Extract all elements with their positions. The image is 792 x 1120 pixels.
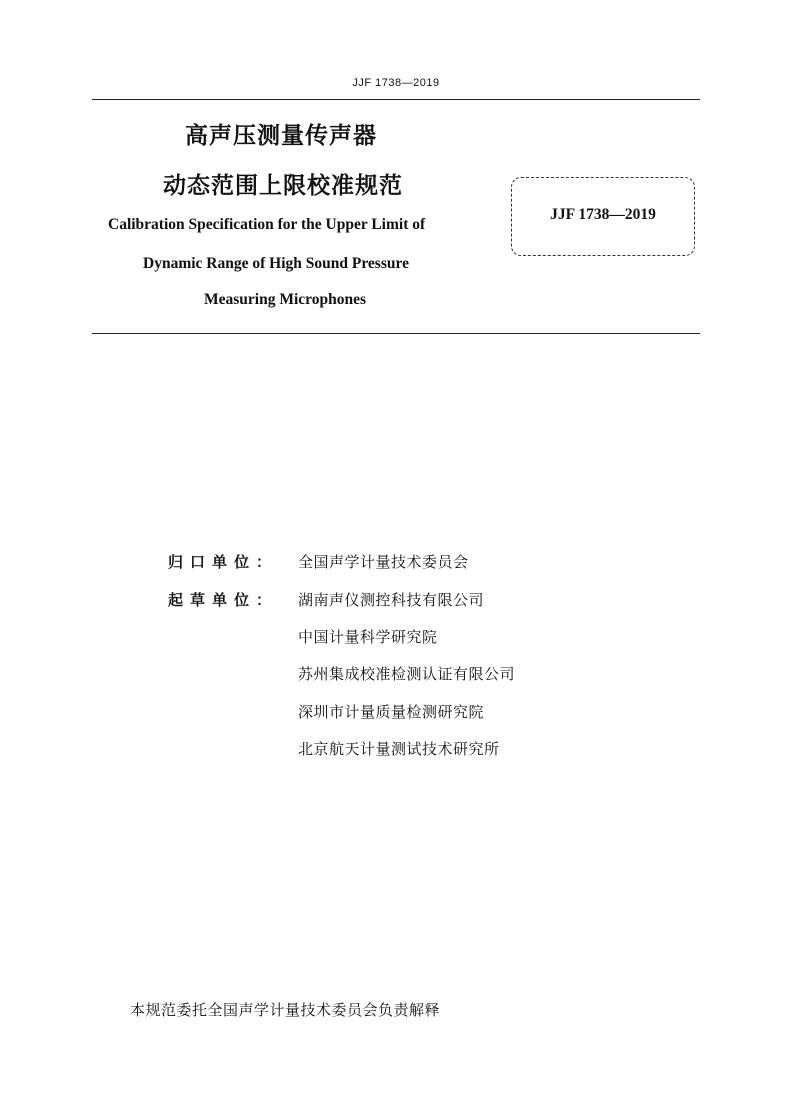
- drafting-unit-item: 苏州集成校准检测认证有限公司: [298, 665, 516, 683]
- title-bottom-rule: [92, 333, 700, 334]
- drafting-units-label: 起草单位：: [168, 591, 279, 609]
- drafting-unit-item: 湖南声仪测控科技有限公司: [298, 591, 485, 609]
- responsible-unit-value: 全国声学计量技术委员会: [298, 553, 469, 571]
- drafting-unit-item: 北京航天计量测试技术研究所: [298, 740, 500, 758]
- responsible-unit-label: 归口单位：: [168, 553, 279, 571]
- title-chinese-line-2: 动态范围上限校准规范: [163, 173, 403, 199]
- drafting-unit-item: 中国计量科学研究院: [298, 628, 438, 646]
- interpretation-note: 本规范委托全国声学计量技术委员会负责解释: [130, 1001, 441, 1019]
- title-english-line-3: Measuring Microphones: [204, 291, 367, 308]
- title-english-line-2: Dynamic Range of High Sound Pressure: [143, 255, 409, 272]
- header-rule: [92, 99, 700, 100]
- title-english-line-1: Calibration Specification for the Upper Limit of: [108, 216, 426, 233]
- spec-box-code: JJF 1738—2019: [550, 206, 656, 223]
- header-spec-code: JJF 1738—2019: [352, 77, 440, 89]
- title-chinese-line-1: 高声压测量传声器: [185, 123, 377, 149]
- drafting-unit-item: 深圳市计量质量检测研究院: [298, 703, 485, 721]
